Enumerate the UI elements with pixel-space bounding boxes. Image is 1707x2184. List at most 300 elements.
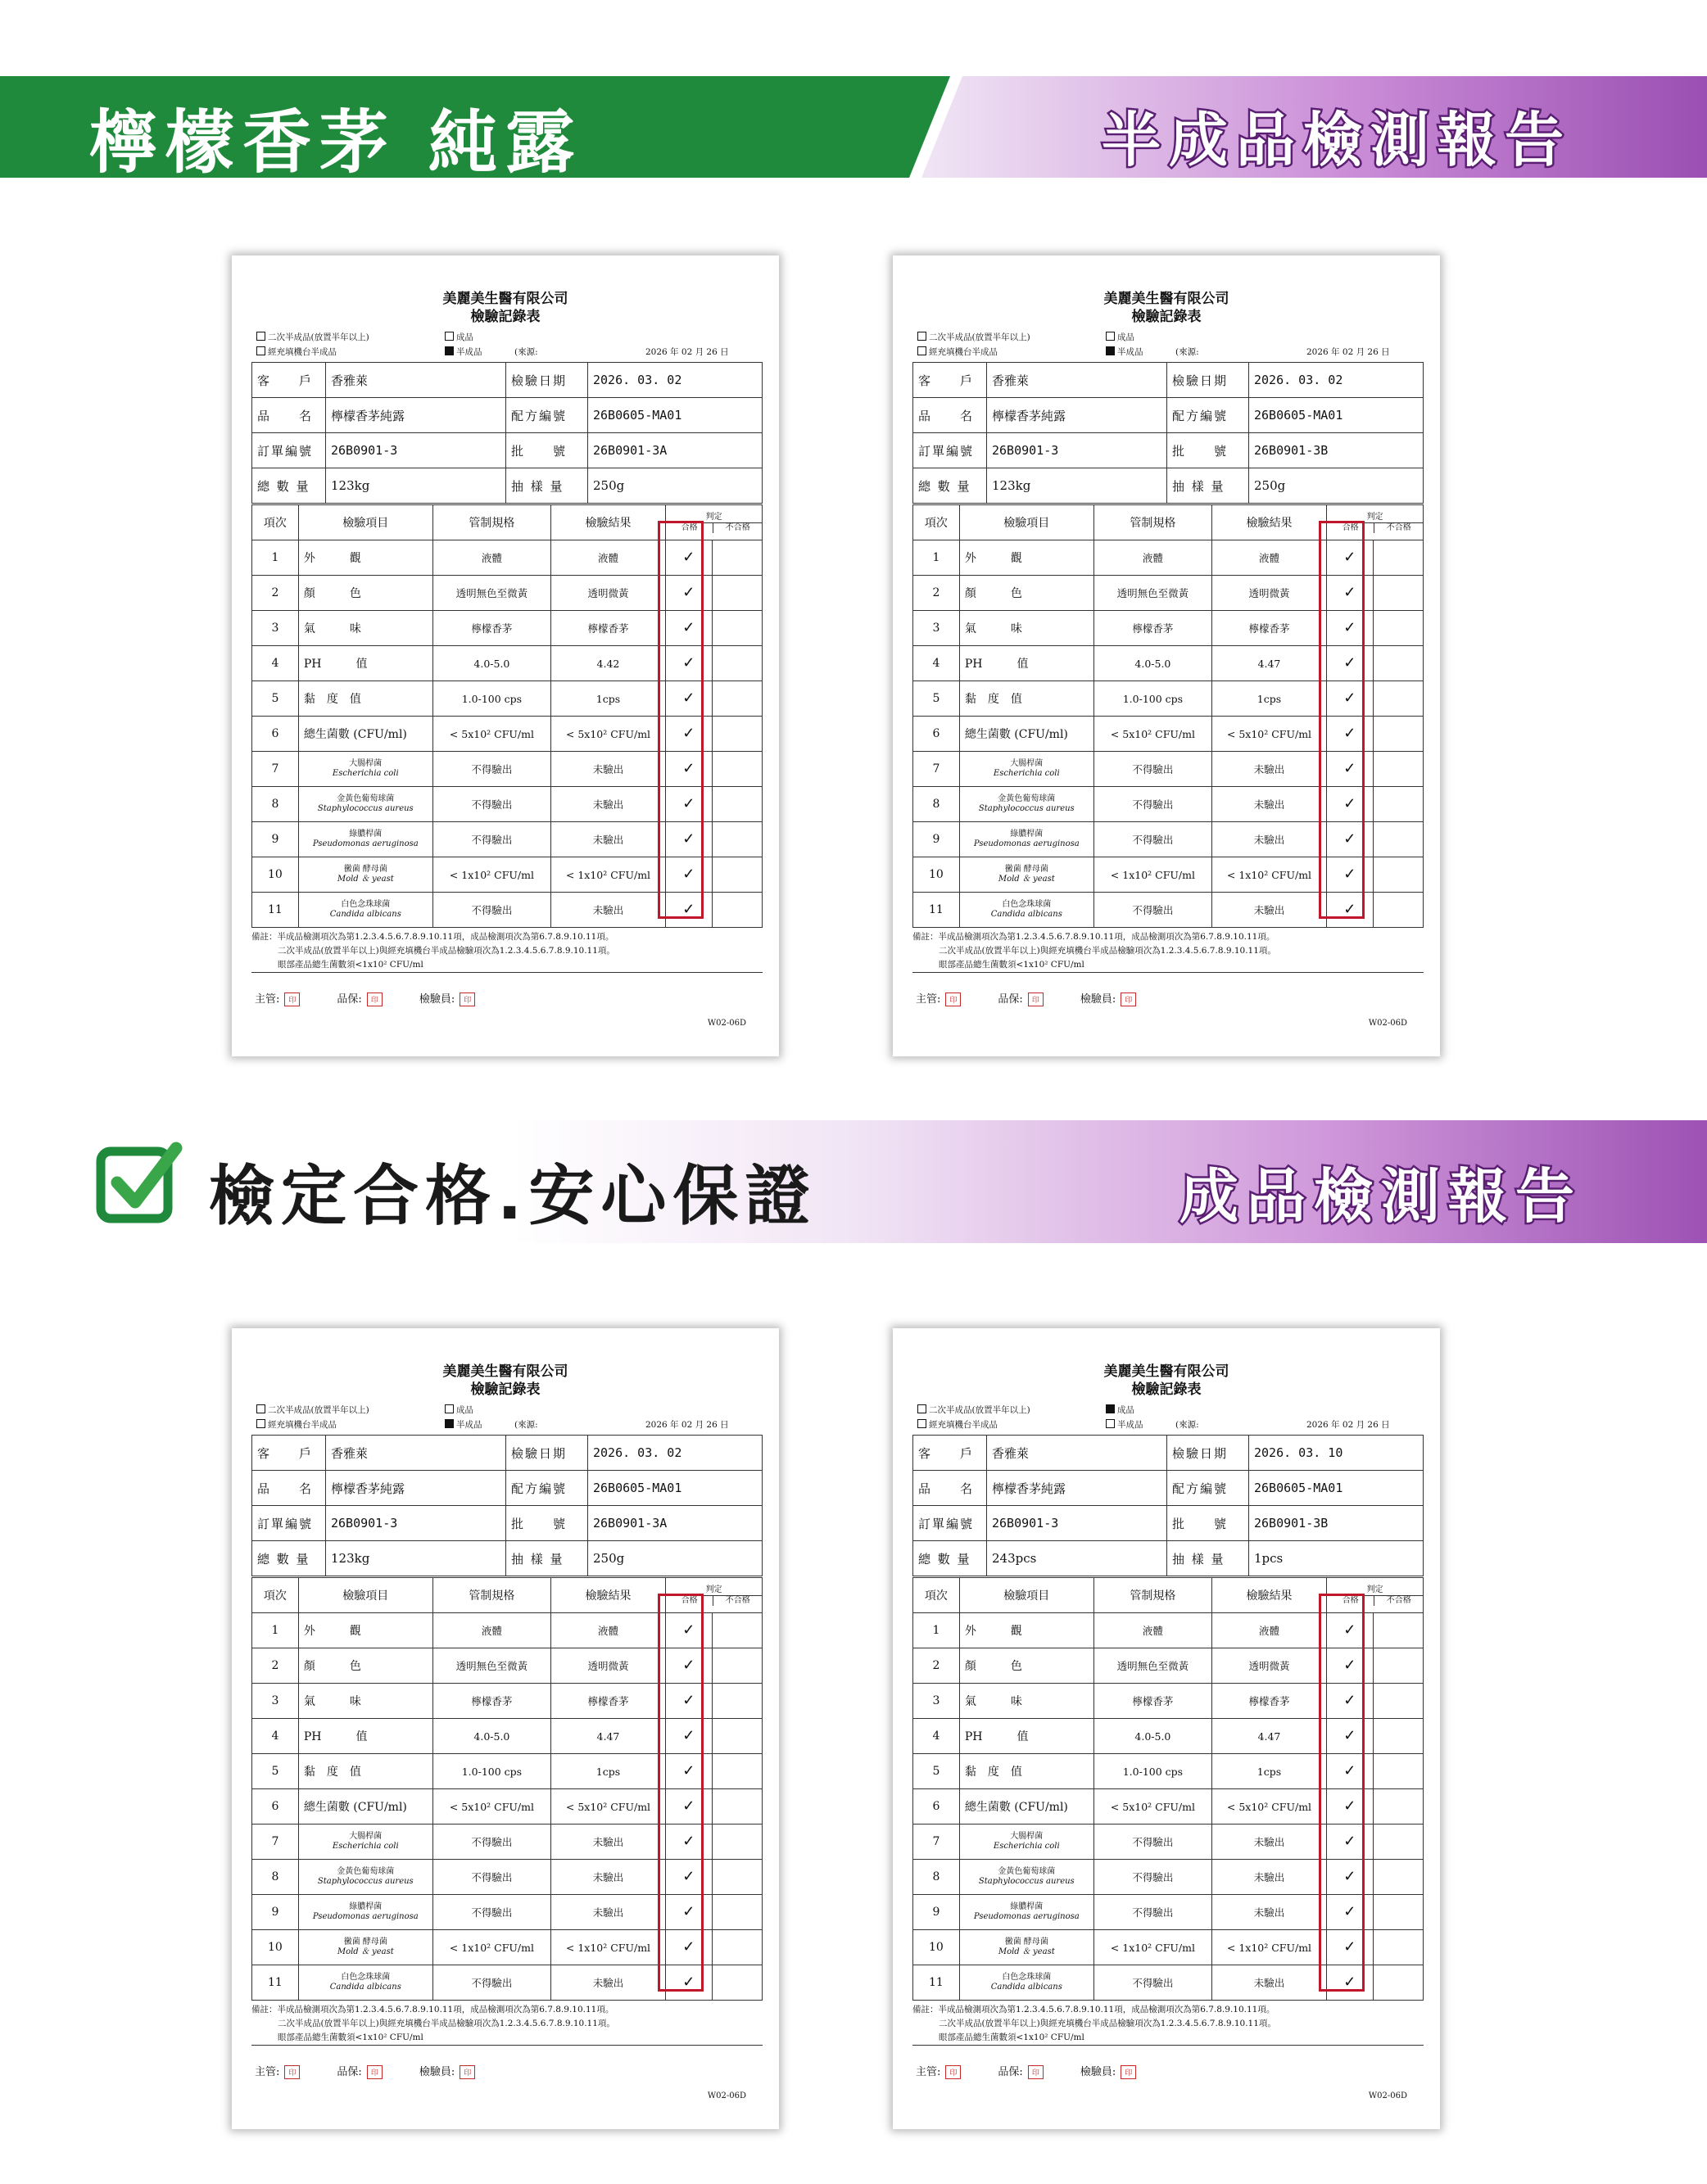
item-result: 未驗出 — [551, 822, 666, 857]
stamp: 印 — [284, 993, 300, 1006]
check-icon: ✓ — [682, 1797, 695, 1815]
checkbox-check-icon — [94, 1140, 184, 1230]
item-no: 5 — [252, 1754, 299, 1789]
remarks: 備註：半成品檢測項次為第1.2.3.4.5.6.7.8.9.10.11項，成品檢測項次為第6.7.8.9.10.11項。 二次半成品(放置半年以上)與經充填機台半成品檢驗項次為1.2.3.4.5.6.7.8.9.10.11項。 眼部產品總生菌數須<1x10² CFU/ml — [912, 930, 1424, 973]
fail-cell — [712, 646, 762, 681]
item-spec: 透明無色至微黃 — [1093, 1648, 1211, 1684]
check-icon: ✓ — [1343, 1833, 1356, 1850]
info-table: 客 戶 香雅萊 檢驗日期 2026. 03. 02 品 名 檸檬香茅純露 配方編號 26B0605-MA01 訂單編號 26B0901-3 批 號 26B0901-3B 總 數 量 123kg 抽 樣 量 250g — [912, 362, 1424, 504]
item-name: 氣 味 — [303, 1695, 361, 1708]
option-semi: 半成品 — [445, 1418, 482, 1431]
item-no: 11 — [252, 893, 299, 928]
option-finished: 成品 — [445, 331, 473, 343]
fail-cell — [712, 1860, 762, 1895]
fail-cell — [1373, 752, 1423, 787]
item-name: PH 值 — [303, 1730, 368, 1743]
info-table: 客 戶 香雅萊 檢驗日期 2026. 03. 02 品 名 檸檬香茅純露 配方編號 26B0605-MA01 訂單編號 26B0901-3 批 號 26B0901-3A 總 數 量 123kg 抽 樣 量 250g — [251, 1435, 763, 1576]
item-no: 3 — [913, 611, 960, 646]
option-filled: 經充填機台半成品 — [917, 346, 998, 358]
item-name-latin: Pseudomonas aeruginosa — [312, 839, 419, 848]
certified-title: 檢定合格.安心保證 — [209, 1158, 817, 1234]
item-name-latin: Mold ＆ yeast — [998, 875, 1055, 884]
check-icon: ✓ — [1343, 866, 1356, 883]
item-no: 11 — [913, 893, 960, 928]
inspector-sign: 檢驗員: — [1080, 993, 1116, 1006]
item-result: 未驗出 — [1212, 787, 1327, 822]
form-title: 檢驗記錄表 — [1131, 1381, 1202, 1398]
item-spec: 不得驗出 — [432, 752, 550, 787]
fail-cell — [1373, 1789, 1423, 1825]
company-name: 美麗美生醫有限公司 — [442, 1363, 568, 1380]
stamp: 印 — [367, 2065, 383, 2079]
item-no: 6 — [252, 717, 299, 752]
item-spec: 1.0-100 cps — [1093, 681, 1211, 717]
item-no: 5 — [913, 1754, 960, 1789]
fail-cell — [1373, 1965, 1423, 2001]
item-result: 4.47 — [551, 1719, 666, 1754]
stamp: 印 — [945, 993, 961, 1006]
check-icon: ✓ — [682, 1938, 695, 1956]
item-name: PH 值 — [964, 658, 1029, 671]
check-icon: ✓ — [1343, 1938, 1356, 1956]
item-name-cn: 金黃色葡萄球菌 — [998, 794, 1056, 803]
item-result: 未驗出 — [551, 1895, 666, 1930]
inspector-sign: 檢驗員: — [1080, 2066, 1116, 2078]
items-table: 項次 檢驗項目 管制規格 檢驗結果 判定 合格 不合格 1 外 觀 液體 液體 ✓ 2 顏 色 透明無色至微黃 透明微黃 ✓ 3 氣 味 檸檬香茅 檸檬香茅 ✓ 4 PH 值 4.0-5.0 4.47 ✓ 5 黏 度 值 1.0-100 cps 1cps ✓ 6 總生菌數 (CFU/ml) < 5x10² CFU/ml < 5x10² CFU/ml ✓ 7 大腸桿菌 Escherichia coli 不得驗出 未驗出 ✓ 8 金黃色葡萄球菌 Staphylococcus aureus 不得驗出 未驗出 ✓ 9 綠膿桿菌 Pseudomonas aeruginosa 不得驗出 未驗出 ✓ 10 黴菌 酵母菌 Mold ＆ yeast < 1x10² CFU/ml < 1x10² CFU/ml ✓ 11 白色念珠球菌 Candida albicans 不得驗出 未驗出 ✓ — [912, 1577, 1424, 2001]
item-name-cn: 黴菌 酵母菌 — [343, 1938, 387, 1947]
item-name-cn: 綠膿桿菌 — [349, 830, 383, 839]
item-result: 1cps — [551, 681, 666, 717]
item-no: 8 — [913, 1860, 960, 1895]
item-result: 4.42 — [551, 646, 666, 681]
inspection-report-3 — [232, 1328, 779, 2129]
check-icon: ✓ — [682, 1762, 695, 1779]
manager-sign: 主管: — [255, 2066, 280, 2078]
formula-no: 26B0605-MA01 — [588, 1471, 763, 1506]
batch-no: 26B0901-3A — [588, 1506, 763, 1541]
items-table: 項次 檢驗項目 管制規格 檢驗結果 判定 合格 不合格 1 外 觀 液體 液體 ✓ 2 顏 色 透明無色至微黃 透明微黃 ✓ 3 氣 味 檸檬香茅 檸檬香茅 ✓ 4 PH 值 4.0-5.0 4.47 ✓ 5 黏 度 值 1.0-100 cps 1cps ✓ 6 總生菌數 (CFU/ml) < 5x10² CFU/ml < 5x10² CFU/ml ✓ 7 大腸桿菌 Escherichia coli 不得驗出 未驗出 ✓ 8 金黃色葡萄球菌 Staphylococcus aureus 不得驗出 未驗出 ✓ 9 綠膿桿菌 Pseudomonas aeruginosa 不得驗出 未驗出 ✓ 10 黴菌 酵母菌 Mold ＆ yeast < 1x10² CFU/ml < 1x10² CFU/ml ✓ 11 白色念珠球菌 Candida albicans 不得驗出 未驗出 ✓ — [912, 504, 1424, 928]
product-name: 檸檬香茅純露 — [987, 398, 1167, 433]
fail-cell — [1373, 611, 1423, 646]
item-result: 檸檬香茅 — [551, 1684, 666, 1719]
fail-cell — [712, 576, 762, 611]
stamp: 印 — [460, 993, 475, 1006]
fail-cell — [712, 1895, 762, 1930]
customer: 香雅萊 — [326, 363, 506, 398]
check-icon: ✓ — [682, 1903, 695, 1920]
item-name-latin: Candida albicans — [329, 1983, 401, 1992]
item-spec: 液體 — [1093, 1613, 1211, 1648]
check-icon: ✓ — [1343, 725, 1356, 742]
fail-cell — [1373, 1648, 1423, 1684]
item-name-cn: 黴菌 酵母菌 — [1004, 865, 1048, 874]
remarks: 備註：半成品檢測項次為第1.2.3.4.5.6.7.8.9.10.11項，成品檢測項次為第6.7.8.9.10.11項。 二次半成品(放置半年以上)與經充填機台半成品檢驗項次為1.2.3.4.5.6.7.8.9.10.11項。 眼部產品總生菌數須<1x10² CFU/ml — [251, 2003, 763, 2046]
option-finished: 成品 — [1106, 331, 1134, 343]
fail-cell — [712, 1648, 762, 1684]
fail-cell — [1373, 893, 1423, 928]
sample-qty: 250g — [588, 468, 763, 504]
order-no: 26B0901-3 — [987, 433, 1167, 468]
source-label: (來源: — [514, 1420, 538, 1430]
sample-qty: 250g — [588, 1541, 763, 1576]
fail-cell — [712, 857, 762, 893]
option-filled: 經充填機台半成品 — [256, 346, 337, 358]
item-name-latin: Pseudomonas aeruginosa — [973, 839, 1080, 848]
item-no: 1 — [913, 540, 960, 576]
signatures — [916, 990, 1141, 1006]
order-no: 26B0901-3 — [326, 433, 506, 468]
item-spec: 不得驗出 — [432, 787, 550, 822]
item-spec: 檸檬香茅 — [1093, 611, 1211, 646]
item-result: 未驗出 — [551, 1825, 666, 1860]
item-spec: 不得驗出 — [1093, 1825, 1211, 1860]
check-icon: ✓ — [682, 549, 695, 566]
stamp: 印 — [1121, 993, 1136, 1006]
inspector-sign: 檢驗員: — [419, 2066, 455, 2078]
item-spec: 透明無色至微黃 — [432, 576, 550, 611]
item-no: 1 — [252, 540, 299, 576]
fail-cell — [712, 787, 762, 822]
item-result: 未驗出 — [551, 787, 666, 822]
item-name-latin: Staphylococcus aureus — [317, 1877, 414, 1886]
fail-cell — [1373, 1719, 1423, 1754]
item-spec: 不得驗出 — [1093, 1860, 1211, 1895]
item-no: 4 — [913, 646, 960, 681]
check-icon: ✓ — [1343, 1621, 1356, 1639]
option-secondary: 二次半成品(放置半年以上) — [256, 1404, 369, 1416]
item-result: < 5x10² CFU/ml — [551, 717, 666, 752]
item-name: 外 觀 — [303, 1625, 361, 1638]
fail-cell — [712, 1825, 762, 1860]
item-no: 10 — [252, 857, 299, 893]
item-name-cn: 金黃色葡萄球菌 — [337, 794, 395, 803]
item-spec: 液體 — [432, 540, 550, 576]
check-icon: ✓ — [1343, 549, 1356, 566]
date-line: 2026 年 02 月 26 日 — [645, 1420, 729, 1430]
stamp: 印 — [284, 2065, 300, 2079]
check-icon: ✓ — [682, 1833, 695, 1850]
item-no: 4 — [252, 1719, 299, 1754]
item-result: 未驗出 — [1212, 752, 1327, 787]
fail-cell — [1373, 646, 1423, 681]
fail-cell — [1373, 1860, 1423, 1895]
form-code: W02-06D — [1368, 2091, 1407, 2100]
item-no: 8 — [913, 787, 960, 822]
formula-no: 26B0605-MA01 — [1249, 1471, 1424, 1506]
check-icon: ✓ — [682, 725, 695, 742]
item-name-cn: 大腸桿菌 — [1010, 759, 1044, 768]
item-result: 4.47 — [1212, 1719, 1327, 1754]
manager-sign: 主管: — [916, 2066, 941, 2078]
item-name: 黏 度 值 — [964, 1766, 1022, 1779]
option-semi: 半成品 — [1106, 346, 1143, 358]
sample-qty: 1pcs — [1249, 1541, 1424, 1576]
total-qty: 123kg — [326, 468, 506, 504]
item-no: 4 — [913, 1719, 960, 1754]
fail-cell — [1373, 1825, 1423, 1860]
stamp: 印 — [945, 2065, 961, 2079]
product-name: 檸檬香茅純露 — [987, 1471, 1167, 1506]
item-name-cn: 綠膿桿菌 — [349, 1902, 383, 1911]
item-no: 3 — [252, 611, 299, 646]
check-icon: ✓ — [1343, 901, 1356, 918]
check-icon: ✓ — [682, 760, 695, 777]
item-result: < 1x10² CFU/ml — [1212, 1930, 1327, 1965]
item-spec: 不得驗出 — [432, 1965, 550, 2001]
item-name-latin: Escherichia coli — [332, 1842, 399, 1851]
check-icon: ✓ — [682, 690, 695, 707]
item-result: 檸檬香茅 — [1212, 1684, 1327, 1719]
item-no: 6 — [913, 717, 960, 752]
fail-cell — [712, 1789, 762, 1825]
fail-cell — [712, 752, 762, 787]
fail-cell — [1373, 1684, 1423, 1719]
item-result: 液體 — [1212, 540, 1327, 576]
item-name-cn: 綠膿桿菌 — [1010, 830, 1044, 839]
qc-sign: 品保: — [337, 2066, 362, 2078]
check-icon: ✓ — [1343, 830, 1356, 848]
pass-column-highlight — [1319, 1594, 1365, 1992]
option-secondary: 二次半成品(放置半年以上) — [917, 331, 1030, 343]
inspection-report-1 — [232, 255, 779, 1056]
company-name: 美麗美生醫有限公司 — [1103, 291, 1229, 307]
item-no: 2 — [252, 576, 299, 611]
check-icon: ✓ — [682, 1868, 695, 1885]
fail-cell — [712, 893, 762, 928]
item-result: < 1x10² CFU/ml — [551, 1930, 666, 1965]
stamp: 印 — [1028, 2065, 1044, 2079]
item-name: 顏 色 — [964, 1660, 1022, 1673]
inspection-report-4 — [893, 1328, 1440, 2129]
item-name-cn: 綠膿桿菌 — [1010, 1902, 1044, 1911]
item-spec: 1.0-100 cps — [1093, 1754, 1211, 1789]
fail-cell — [712, 1719, 762, 1754]
sample-qty: 250g — [1249, 468, 1424, 504]
item-no: 6 — [252, 1789, 299, 1825]
formula-no: 26B0605-MA01 — [588, 398, 763, 433]
remarks: 備註：半成品檢測項次為第1.2.3.4.5.6.7.8.9.10.11項，成品檢測項次為第6.7.8.9.10.11項。 二次半成品(放置半年以上)與經充填機台半成品檢驗項次為1.2.3.4.5.6.7.8.9.10.11項。 眼部產品總生菌數須<1x10² CFU/ml — [251, 930, 763, 973]
item-name-cn: 大腸桿菌 — [349, 759, 383, 768]
item-name: 總生菌數 (CFU/ml) — [964, 1801, 1068, 1814]
item-no: 2 — [252, 1648, 299, 1684]
item-name-cn: 金黃色葡萄球菌 — [337, 1867, 395, 1876]
check-icon: ✓ — [1343, 1974, 1356, 1991]
item-name-cn: 大腸桿菌 — [349, 1832, 383, 1841]
company-name: 美麗美生醫有限公司 — [442, 291, 568, 307]
info-table: 客 戶 香雅萊 檢驗日期 2026. 03. 10 品 名 檸檬香茅純露 配方編號 26B0605-MA01 訂單編號 26B0901-3 批 號 26B0901-3B 總 數 量 243pcs 抽 樣 量 1pcs — [912, 1435, 1424, 1576]
fail-cell — [712, 611, 762, 646]
item-no: 10 — [913, 1930, 960, 1965]
item-spec: 4.0-5.0 — [432, 1719, 550, 1754]
item-spec: 不得驗出 — [432, 893, 550, 928]
form-code: W02-06D — [707, 1019, 746, 1028]
item-no: 2 — [913, 1648, 960, 1684]
inspect-date: 2026. 03. 02 — [1249, 363, 1424, 398]
signatures — [916, 2063, 1141, 2079]
item-spec: 不得驗出 — [1093, 1895, 1211, 1930]
fail-cell — [1373, 1930, 1423, 1965]
item-name: 顏 色 — [303, 587, 361, 600]
check-icon: ✓ — [682, 1727, 695, 1744]
fail-cell — [712, 540, 762, 576]
fail-cell — [712, 1613, 762, 1648]
check-icon: ✓ — [682, 901, 695, 918]
item-name-latin: Mold ＆ yeast — [337, 875, 394, 884]
check-icon: ✓ — [682, 584, 695, 601]
item-name: 總生菌數 (CFU/ml) — [303, 728, 407, 741]
fail-cell — [1373, 1895, 1423, 1930]
item-no: 5 — [913, 681, 960, 717]
item-name-cn: 大腸桿菌 — [1010, 1832, 1044, 1841]
item-name-latin: Mold ＆ yeast — [337, 1947, 394, 1956]
item-name-cn: 黴菌 酵母菌 — [1004, 1938, 1048, 1947]
item-no: 9 — [252, 1895, 299, 1930]
item-no: 7 — [252, 752, 299, 787]
item-spec: < 1x10² CFU/ml — [1093, 857, 1211, 893]
check-icon: ✓ — [1343, 654, 1356, 671]
item-spec: 不得驗出 — [1093, 822, 1211, 857]
pass-column-highlight — [1319, 521, 1365, 919]
item-name: 黏 度 值 — [303, 1766, 361, 1779]
qc-sign: 品保: — [998, 993, 1023, 1006]
item-name: 黏 度 值 — [303, 693, 361, 706]
check-icon: ✓ — [1343, 760, 1356, 777]
product-title: 檸檬香茅 純露 — [88, 102, 583, 178]
total-qty: 123kg — [987, 468, 1167, 504]
order-no: 26B0901-3 — [987, 1506, 1167, 1541]
item-name: 氣 味 — [964, 622, 1022, 635]
item-result: < 1x10² CFU/ml — [1212, 857, 1327, 893]
item-spec: 不得驗出 — [432, 1895, 550, 1930]
customer: 香雅萊 — [987, 363, 1167, 398]
check-icon: ✓ — [1343, 1903, 1356, 1920]
customer: 香雅萊 — [987, 1436, 1167, 1471]
form-title: 檢驗記錄表 — [470, 1381, 541, 1398]
item-no: 6 — [913, 1789, 960, 1825]
item-spec: < 1x10² CFU/ml — [432, 857, 550, 893]
check-icon: ✓ — [1343, 1868, 1356, 1885]
check-icon: ✓ — [682, 1621, 695, 1639]
item-name-cn: 白色念珠球菌 — [341, 900, 391, 909]
check-icon: ✓ — [1343, 1727, 1356, 1744]
item-spec: 不得驗出 — [432, 822, 550, 857]
check-icon: ✓ — [682, 830, 695, 848]
check-icon: ✓ — [682, 795, 695, 812]
item-name-cn: 白色念珠球菌 — [1002, 900, 1052, 909]
item-no: 7 — [252, 1825, 299, 1860]
item-spec: 1.0-100 cps — [432, 681, 550, 717]
item-result: 透明微黃 — [1212, 576, 1327, 611]
item-result: 未驗出 — [1212, 1965, 1327, 2001]
item-no: 3 — [913, 1684, 960, 1719]
item-spec: < 5x10² CFU/ml — [1093, 717, 1211, 752]
manager-sign: 主管: — [916, 993, 941, 1006]
source-label: (來源: — [514, 347, 538, 357]
signatures — [255, 990, 480, 1006]
fail-cell — [712, 1965, 762, 2001]
item-name-latin: Escherichia coli — [993, 769, 1060, 778]
item-no: 9 — [252, 822, 299, 857]
check-icon: ✓ — [682, 866, 695, 883]
check-icon: ✓ — [1343, 1692, 1356, 1709]
item-name: 黏 度 值 — [964, 693, 1022, 706]
date-line: 2026 年 02 月 26 日 — [1306, 1420, 1390, 1430]
source-label: (來源: — [1175, 1420, 1199, 1430]
stamp: 印 — [1028, 993, 1044, 1006]
qc-sign: 品保: — [998, 2066, 1023, 2078]
check-icon: ✓ — [1343, 690, 1356, 707]
item-name: 外 觀 — [964, 552, 1022, 565]
item-name: 氣 味 — [303, 622, 361, 635]
fail-cell — [1373, 822, 1423, 857]
item-spec: 檸檬香茅 — [432, 1684, 550, 1719]
inspection-report-2 — [893, 255, 1440, 1056]
item-spec: 不得驗出 — [432, 1860, 550, 1895]
form-code: W02-06D — [1368, 1019, 1407, 1028]
item-no: 4 — [252, 646, 299, 681]
item-result: 未驗出 — [1212, 822, 1327, 857]
item-name: 總生菌數 (CFU/ml) — [303, 1801, 407, 1814]
item-name-cn: 白色念珠球菌 — [1002, 1973, 1052, 1982]
item-spec: 不得驗出 — [1093, 752, 1211, 787]
items-table: 項次 檢驗項目 管制規格 檢驗結果 判定 合格 不合格 1 外 觀 液體 液體 ✓ 2 顏 色 透明無色至微黃 透明微黃 ✓ 3 氣 味 檸檬香茅 檸檬香茅 ✓ 4 PH 值 4.0-5.0 4.42 ✓ 5 黏 度 值 1.0-100 cps 1cps ✓ 6 總生菌數 (CFU/ml) < 5x10² CFU/ml < 5x10² CFU/ml ✓ 7 大腸桿菌 Escherichia coli 不得驗出 未驗出 ✓ 8 金黃色葡萄球菌 Staphylococcus aureus 不得驗出 未驗出 ✓ 9 綠膿桿菌 Pseudomonas aeruginosa 不得驗出 未驗出 ✓ 10 黴菌 酵母菌 Mold ＆ yeast < 1x10² CFU/ml < 1x10² CFU/ml ✓ 11 白色念珠球菌 Candida albicans 不得驗出 未驗出 ✓ — [251, 504, 763, 928]
date-line: 2026 年 02 月 26 日 — [1306, 347, 1390, 357]
item-result: 1cps — [551, 1754, 666, 1789]
item-result: 液體 — [1212, 1613, 1327, 1648]
item-name: 外 觀 — [303, 552, 361, 565]
date-line: 2026 年 02 月 26 日 — [645, 347, 729, 357]
stamp: 印 — [1121, 2065, 1136, 2079]
item-spec: < 5x10² CFU/ml — [1093, 1789, 1211, 1825]
batch-no: 26B0901-3B — [1249, 1506, 1424, 1541]
item-name-latin: Pseudomonas aeruginosa — [973, 1912, 1080, 1921]
customer: 香雅萊 — [326, 1436, 506, 1471]
item-name: 外 觀 — [964, 1625, 1022, 1638]
item-no: 5 — [252, 681, 299, 717]
fail-cell — [1373, 1754, 1423, 1789]
fail-cell — [712, 822, 762, 857]
item-result: 未驗出 — [551, 752, 666, 787]
item-no: 10 — [252, 1930, 299, 1965]
check-icon: ✓ — [682, 654, 695, 671]
option-secondary: 二次半成品(放置半年以上) — [917, 1404, 1030, 1416]
item-result: < 5x10² CFU/ml — [1212, 1789, 1327, 1825]
remarks: 備註：半成品檢測項次為第1.2.3.4.5.6.7.8.9.10.11項，成品檢測項次為第6.7.8.9.10.11項。 二次半成品(放置半年以上)與經充填機台半成品檢驗項次為1.2.3.4.5.6.7.8.9.10.11項。 眼部產品總生菌數須<1x10² CFU/ml — [912, 2003, 1424, 2046]
fail-cell — [1373, 1613, 1423, 1648]
item-no: 1 — [913, 1613, 960, 1648]
item-spec: 不得驗出 — [432, 1825, 550, 1860]
option-filled: 經充填機台半成品 — [256, 1418, 337, 1431]
info-table: 客 戶 香雅萊 檢驗日期 2026. 03. 02 品 名 檸檬香茅純露 配方編號 26B0605-MA01 訂單編號 26B0901-3 批 號 26B0901-3A 總 數 量 123kg 抽 樣 量 250g — [251, 362, 763, 504]
form-code: W02-06D — [707, 2091, 746, 2100]
item-no: 9 — [913, 822, 960, 857]
item-name-latin: Staphylococcus aureus — [317, 804, 414, 813]
option-semi: 半成品 — [445, 346, 482, 358]
pass-column-highlight — [658, 1594, 704, 1992]
check-icon: ✓ — [682, 1692, 695, 1709]
check-icon: ✓ — [1343, 1762, 1356, 1779]
item-result: < 1x10² CFU/ml — [551, 857, 666, 893]
item-name-cn: 黴菌 酵母菌 — [343, 865, 387, 874]
item-name-cn: 金黃色葡萄球菌 — [998, 1867, 1056, 1876]
item-name-latin: Pseudomonas aeruginosa — [312, 1912, 419, 1921]
item-spec: < 5x10² CFU/ml — [432, 1789, 550, 1825]
item-spec: 不得驗出 — [1093, 787, 1211, 822]
qc-sign: 品保: — [337, 993, 362, 1006]
item-no: 3 — [252, 1684, 299, 1719]
item-no: 2 — [913, 576, 960, 611]
check-icon: ✓ — [1343, 619, 1356, 636]
